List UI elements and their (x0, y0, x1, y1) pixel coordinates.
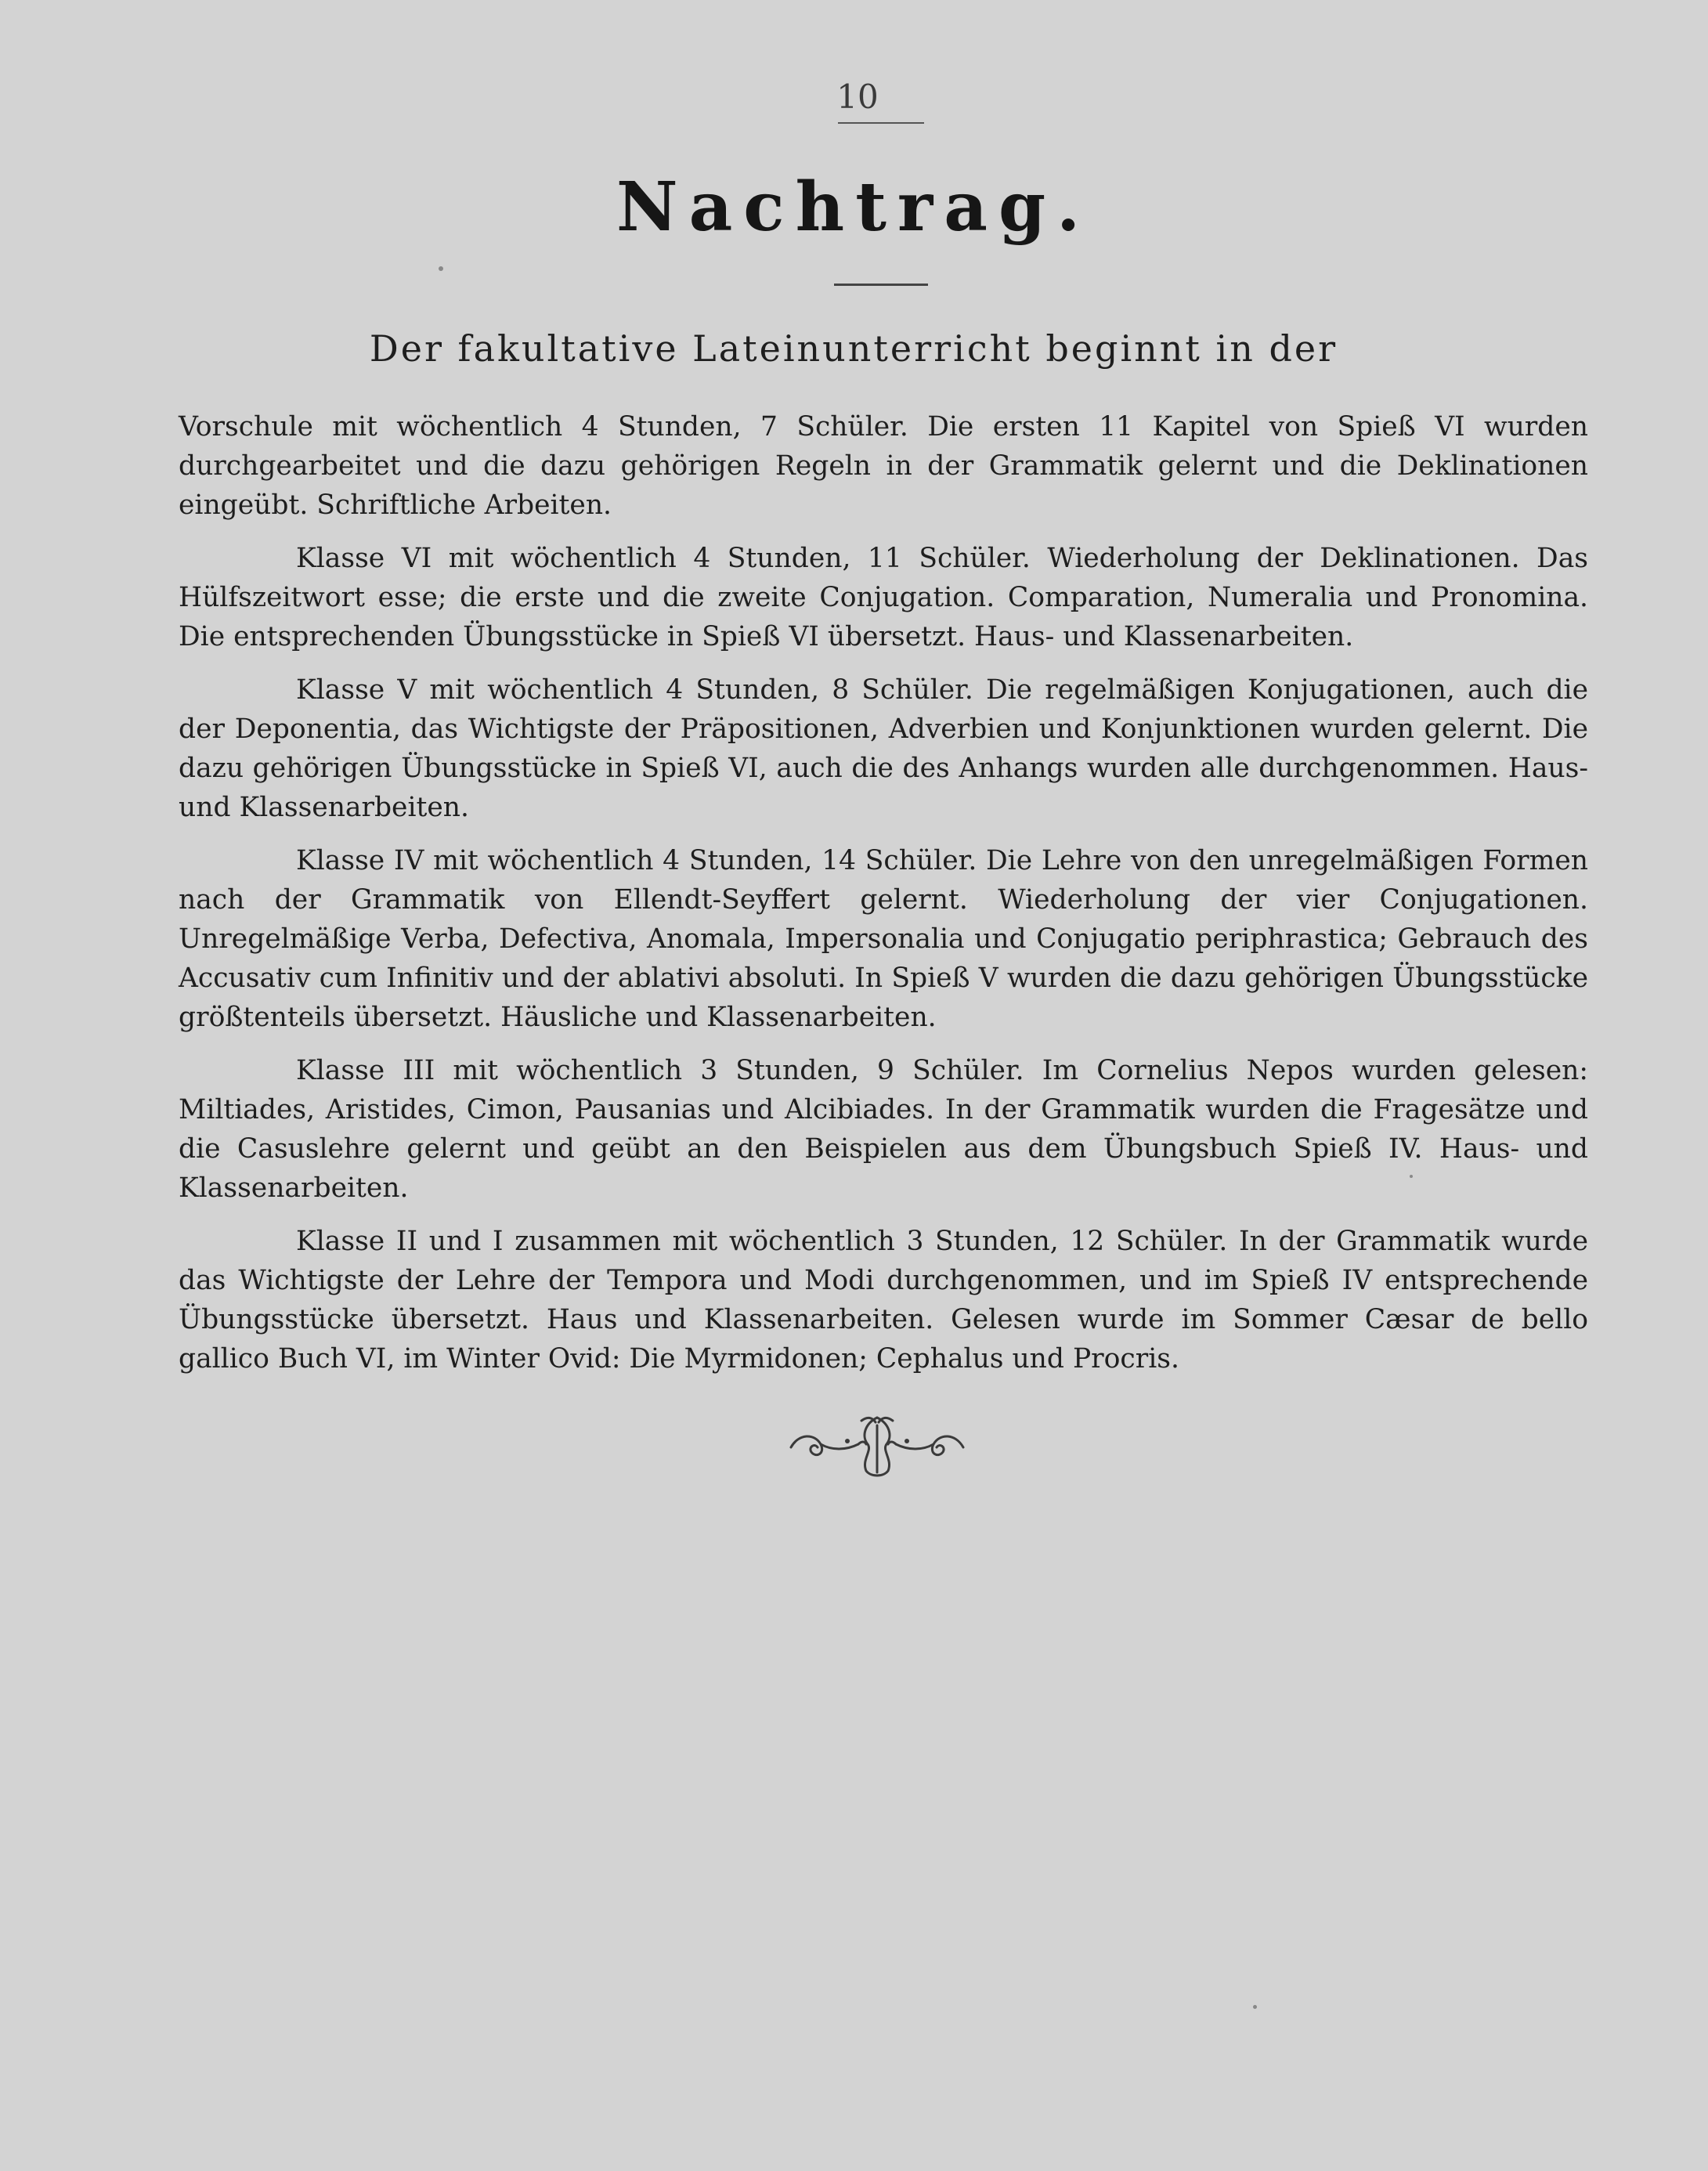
page-title: Nachtrag. (616, 168, 1092, 247)
body-text (179, 407, 1588, 1393)
title-divider (834, 284, 928, 286)
paragraph-vorschule: Vorschule mit wöchentlich 4 Stunden, 7 Schüler. Die ersten 11 Kapitel von Spieß VI wurden durchgearbeitet und die dazu gehörigen Regeln in der Grammatik gelernt und die Deklinationen eingeübt. Schriftliche Arbeiten. (179, 411, 1588, 521)
page-number: 10 (836, 78, 879, 116)
paragraph-klasse-iv: Klasse IV mit wöchentlich 4 Stunden, 14 Schüler. Die Lehre von den unregelmäßigen Formen nach der Grammatik von Ellendt-Seyffert gelernt. Wiederholung der vier Conjugationen. Unregelmäßige Verba, Defectiva, Anomala, Impersonalia und Conjugatio periphrastica; Gebrauch des Accusativ cum Infinitiv und der ablativi absoluti. In Spieß V wurden die dazu gehörigen Übungsstücke größtenteils übersetzt. Häusliche und Klassenarbeiten. (179, 845, 1588, 1033)
section-intro: Der fakultative Lateinunterricht beginnt in der (369, 327, 1338, 370)
page-number-rule (838, 122, 924, 124)
paragraph-klasse-ii-i: Klasse II und I zusammen mit wöchentlich 3 Stunden, 12 Schüler. In der Grammatik wurde das Wichtigste der Lehre der Tempora und Modi durchgenommen, und im Spieß IV entsprechende Übungsstücke übersetzt. Haus und Klassenarbeiten. Gelesen wurde im Sommer Cæsar de bello gallico Buch VI, im Winter Ovid: Die Myrmidonen; Cephalus und Procris. (179, 1226, 1588, 1374)
paragraph-klasse-iii: Klasse III mit wöchentlich 3 Stunden, 9 Schüler. Im Cornelius Nepos wurden gelesen: Miltiades, Aristides, Cimon, Pausanias und Alcibiades. In der Grammatik wurden die Fragesätze und die Casuslehre gelernt und geübt an den Beispielen aus dem Übungsbuch Spieß IV. Haus- und Klassenarbeiten. (179, 1055, 1588, 1204)
paragraph-klasse-v: Klasse V mit wöchentlich 4 Stunden, 8 Schüler. Die regelmäßigen Konjugationen, auch die der Deponentia, das Wichtigste der Präpositionen, Adverbien und Konjunktionen wurden gelernt. Die dazu gehörigen Übungsstücke in Spieß VI, auch die des Anhangs wurden alle durchgenommen. Haus- und Klassenarbeiten. (179, 674, 1588, 823)
ornament-icon (783, 1410, 971, 1480)
paragraph-klasse-vi: Klasse VI mit wöchentlich 4 Stunden, 11 Schüler. Wiederholung der Deklinationen. Das Hülfszeitwort esse; die erste und die zweite Conjugation. Comparation, Numeralia und Pronomina. Die entsprechenden Übungsstücke in Spieß VI übersetzt. Haus- und Klassenarbeiten. (179, 543, 1588, 652)
